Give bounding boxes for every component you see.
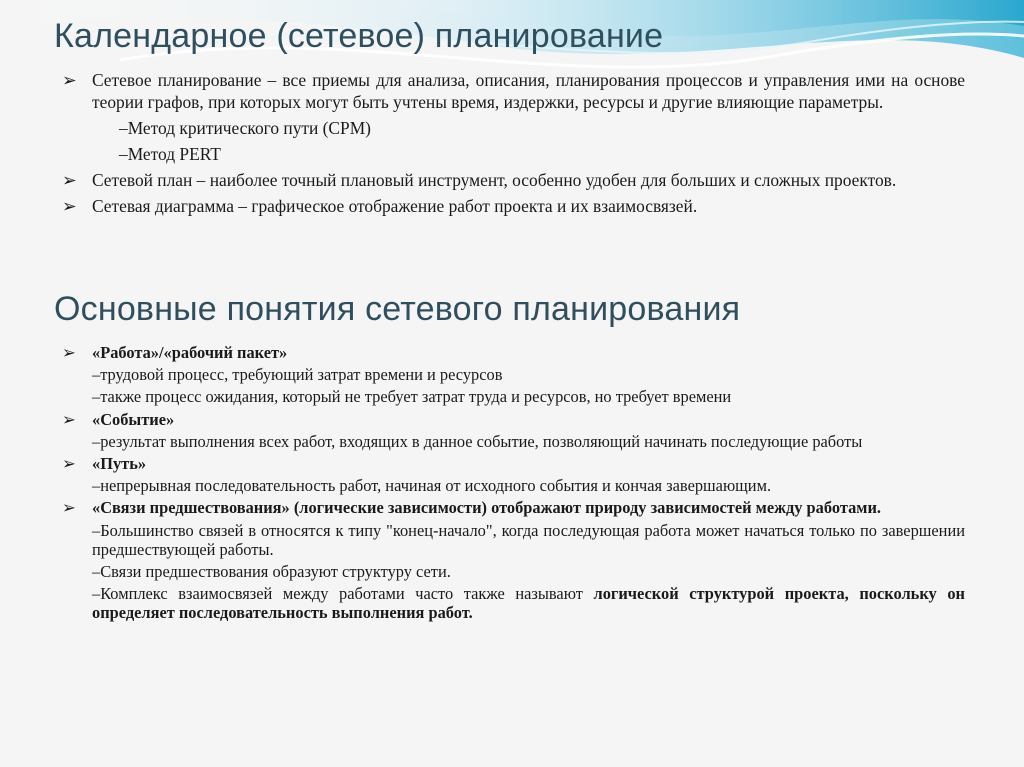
term-precedence-links: «Связи предшествования» (логические зависимости) отображают природу зависимостей между работами. <box>92 498 881 518</box>
definition-links-2: –Связи предшествования образуют структуру сети. <box>92 562 451 582</box>
method-pert: –Метод PERT <box>119 144 221 164</box>
definition-links-3-text: –Комплекс взаимосвязей между работами часто также называют <box>92 584 594 604</box>
definition-path: –непрерывная последовательность работ, начиная от исходного события и кончая завершающим. <box>92 476 772 496</box>
definition-work-2: –также процесс ожидания, который не требует затрат труда и ресурсов, но требует времени <box>92 387 732 407</box>
bullet-text: Сетевое планирование – все приемы для анализа, описания, планирования процессов и управления ими на основе теории графов, при которых могут быть учтены время, издержки, ресурсы и другие влияющие параметры. <box>92 70 965 112</box>
section-network-planning <box>62 69 965 217</box>
bullet-text: Сетевой план – наиболее точный плановый инструмент, особенно удобен для больших и сложных проектов. <box>92 170 897 190</box>
arrow-bullet-icon: ➢ <box>62 409 76 429</box>
bullet-network-plan <box>62 169 965 191</box>
arrow-bullet-icon: ➢ <box>62 70 77 90</box>
bullet-event <box>62 410 965 429</box>
bullet-text: Сетевая диаграмма – графическое отображение работ проекта и их взаимосвязей. <box>92 196 698 216</box>
bullet-network-planning <box>62 69 965 113</box>
arrow-bullet-icon: ➢ <box>62 454 76 474</box>
definition-links-1: –Большинство связей в относятся к типу "конец-начало", когда последующая работа может начаться только по завершении предшествующей работы. <box>92 520 965 559</box>
bullet-work <box>62 343 965 362</box>
definition-links-3 <box>62 584 965 622</box>
section-title: Основные понятия сетевого планирования <box>54 290 741 328</box>
definition-work-1: –трудовой процесс, требующий затрат времени и ресурсов <box>92 365 503 385</box>
bullet-path <box>62 454 965 473</box>
section-basic-concepts <box>62 343 965 623</box>
bullet-precedence-links <box>62 498 965 517</box>
definition-event: –результат выполнения всех работ, входящих в данное событие, позволяющий начинать последующие работы <box>92 431 863 451</box>
arrow-bullet-icon: ➢ <box>62 196 77 216</box>
term-work: «Работа»/«рабочий пакет» <box>92 343 288 362</box>
arrow-bullet-icon: ➢ <box>62 170 77 190</box>
term-path: «Путь» <box>92 454 147 474</box>
arrow-bullet-icon: ➢ <box>62 343 76 362</box>
slide-title: Календарное (сетевое) планирование <box>54 17 664 55</box>
method-cpm: –Метод критического пути (CPM) <box>119 118 371 138</box>
term-event: «Событие» <box>92 409 175 429</box>
bullet-network-diagram <box>62 195 965 217</box>
arrow-bullet-icon: ➢ <box>62 498 76 518</box>
definition-links-3-bold: логической структурой проекта, поскольку он определяет последовательность выполнения работ. <box>92 584 965 623</box>
